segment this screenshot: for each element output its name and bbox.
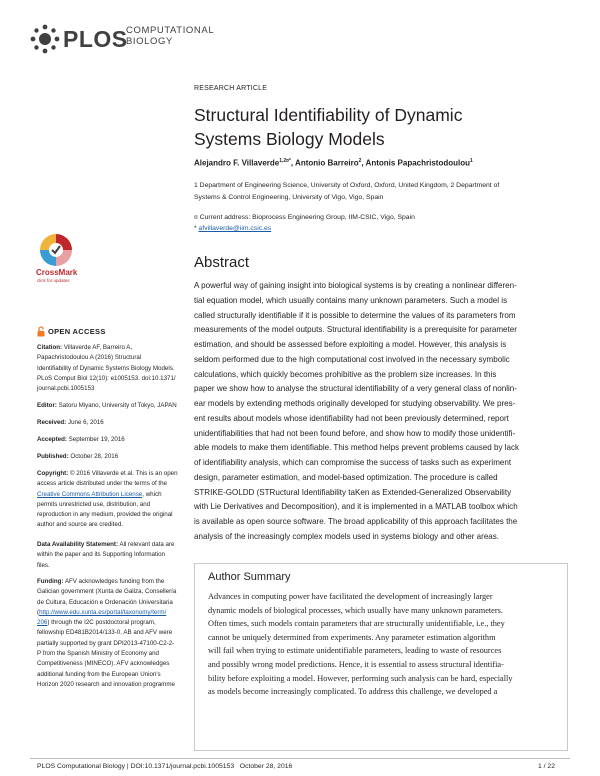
copyright-line: access article distributed under the terms of the — [37, 480, 168, 488]
received-block — [37, 418, 187, 428]
abstract-line: seldom performed due to the high computational cost involved in the necessary symbolic — [194, 354, 510, 364]
citation-line: Villaverde AF, Barreiro A, — [63, 344, 133, 351]
funding-line: P from the Spanish Ministry of Economy and — [37, 650, 159, 658]
summary-line: will fail when trying to estimate unidentifiable parameters, leading to waste of resources — [208, 646, 502, 656]
title-line: Structural Identifiability of Dynamic — [194, 105, 463, 125]
author-list — [194, 158, 559, 168]
copyright-block — [37, 469, 187, 531]
logo-sub-line: COMPUTATIONAL — [126, 25, 215, 36]
summary-line: and possibly wrong model predictions. Hence, it is essential to assess structural identifia- — [208, 659, 504, 669]
license-link[interactable]: Creative Commons Attribution License — [37, 490, 143, 498]
funding-line: Galician government (Xunta de Galiza, Consellería — [37, 588, 177, 596]
crossmark-icon — [34, 232, 78, 268]
article-type: RESEARCH ARTICLE — [194, 85, 268, 92]
citation-block — [37, 343, 187, 394]
citation-line: journal.pcbi.1005153 — [37, 385, 95, 393]
corresponding-email-link[interactable]: afvillaverde@iim.csic.es — [198, 224, 272, 232]
funding-link[interactable]: http://www.edu.xunta.es/portal/taxonomy/term/ — [39, 608, 167, 616]
summary-line: dynamic models of biological processes, which usually have many unknown parameters. — [208, 605, 503, 615]
open-access-badge — [37, 326, 106, 337]
abstract-line: tial equation model, which usually contains many unknown parameters. Such a model is — [194, 295, 508, 305]
funding-line: partially supported by grant DPI2013-47100-C2-2- — [37, 639, 175, 647]
data-availability-line: All relevant data are — [119, 541, 175, 548]
funding-block: Funding: AFV acknowledges funding from the Galician government (Xunta de Galiza, Consellería de Cultura, Educación e Ordenación Universitaria (http://www.edu.xunta.es/portal/taxonomy/term/ 206) through the I2C postdoctoral program, fellowship ED481B2014/133-0. AB and AFV were partially supported by grant DPI2013-47100-C2-2- P from the Spanish Ministry of Economy and Competitiveness (MINECO). AFV acknowledges additional funding from the European Union's Horizon 2020 research and innovation programme — [37, 577, 187, 690]
page-number: 1 / 22 — [537, 763, 555, 770]
author-affiliation-marker: 1,2¤* — [279, 158, 291, 164]
summary-line: Often times, such models contain parameters that are structurally unidentifiable, i.e., they — [208, 619, 505, 629]
logo-wordmark: PLOS — [63, 26, 128, 52]
crossmark-label[interactable]: CrossMark — [36, 268, 78, 277]
funding-line: additional funding from the European Union's — [37, 670, 161, 678]
citation-label: Citation: — [37, 344, 63, 351]
plos-sun-icon — [30, 24, 60, 54]
data-availability-line: files. — [37, 561, 50, 569]
abstract-body — [194, 279, 559, 545]
author-summary-body — [208, 590, 560, 699]
abstract-line: A powerful way of gaining insight into biological systems is by creating a nonlinear differen- — [194, 281, 517, 290]
accepted-date: September 19, 2016 — [68, 436, 125, 443]
abstract-line: ent results about models whose identifiability had not been previously determined, report — [194, 413, 509, 423]
affiliation-line: Systems & Control Engineering, University of Vigo, Vigo, Spain — [194, 193, 384, 201]
copyright-line: reproduction in any medium, provided the original — [37, 511, 173, 519]
open-access-label: OPEN ACCESS — [48, 327, 106, 336]
funding-line: fellowship ED481B2014/133-0. AB and AFV were — [37, 629, 173, 637]
copyright-line: , which — [142, 490, 162, 498]
data-availability-label: Data Availability Statement: — [37, 541, 119, 548]
author-name[interactable]: , Antonis Papachristodoulou — [361, 158, 470, 168]
current-address-block — [194, 213, 559, 234]
author-name[interactable]: Alejandro F. Villaverde — [194, 158, 280, 168]
abstract-line: unidentifiabilities that had not been found before, and show how to modify those unidentifi- — [194, 428, 516, 438]
plos-logo[interactable] — [30, 23, 215, 55]
author-affiliation-marker: 2 — [358, 158, 362, 164]
affiliation-line: 1 Department of Engineering Science, University of Oxford, Oxford, United Kingdom, 2 Department of — [194, 182, 500, 189]
author-affiliation-marker: 1 — [470, 158, 473, 164]
data-availability-block — [37, 540, 187, 571]
copyright-line: permits unrestricted use, distribution, and — [37, 500, 151, 508]
author-summary-heading: Author Summary — [208, 571, 291, 583]
abstract-heading: Abstract — [194, 254, 250, 271]
abstract-line: ear models by extending methods originally developed for studying observability. We pres- — [194, 399, 516, 408]
author-name[interactable]: , Antonio Barreiro — [290, 158, 359, 168]
data-availability-line: within the paper and its Supporting Information — [37, 551, 165, 559]
published-date: October 28, 2016 — [70, 453, 119, 460]
funding-label: Funding: — [37, 578, 64, 585]
copyright-line: © 2016 Villaverde et al. This is an open — [70, 470, 178, 477]
crossmark-sublabel[interactable]: click for updates — [37, 278, 70, 283]
footer-citation: PLOS Computational Biology | DOI:10.1371/journal.pcbi.1005153 October 28, 2016 — [37, 763, 293, 770]
logo-sub-line: BIOLOGY — [126, 36, 173, 47]
footer-divider — [30, 758, 570, 759]
abstract-line: is available as open source software. The broad applicability of this approach facilitates the — [194, 517, 518, 526]
received-date: June 6, 2016 — [67, 419, 104, 426]
citation-line: PLoS Comput Biol 12(10): e1005153. doi:10.1371/ — [37, 374, 176, 382]
editor-value: Satoru Miyano, University of Tokyo, JAPAN — [58, 402, 177, 409]
abstract-line: estimation, and should be assessed before exploiting a model. However, this analysis is — [194, 340, 507, 349]
copyright-line: author and source are credited. — [37, 521, 123, 529]
abstract-line: paper we show how to analyse the structural identifiability of a very general class of nonlin- — [194, 384, 517, 394]
funding-line: Competitiveness (MINECO). AFV acknowledges — [37, 660, 170, 668]
abstract-line: calculations, which quickly becomes prohibitive as the problem size increases. In this — [194, 369, 497, 379]
summary-line: Advances in computing power have facilitated the development of increasingly larger — [208, 592, 493, 601]
funding-line: Horizon 2020 research and innovation programme — [37, 680, 175, 688]
current-address: ¤ Current address: Bioprocess Engineering Group, IIM-CSIC, Vigo, Spain — [194, 214, 415, 221]
editor-label: Editor: — [37, 402, 57, 409]
copyright-label: Copyright: — [37, 470, 69, 477]
summary-line: as models become increasingly complicated. To address this challenge, we developed a — [208, 687, 498, 697]
received-label: Received: — [37, 419, 67, 426]
abstract-line: able models to make them identifiable. This method helps prevent problems caused by lack — [194, 443, 520, 453]
funding-line: de Cultura, Educación e Ordenación Universitaria — [37, 598, 173, 606]
accepted-block — [37, 435, 187, 445]
abstract-line: analysis of the increasingly complex models used in systems biology and other areas. — [194, 531, 500, 541]
article-title — [194, 103, 559, 151]
citation-line: Papachristodoulou A (2016) Structural — [37, 354, 142, 362]
funding-line: AFV acknowledges funding from the — [64, 578, 165, 585]
abstract-line: of identifiability analysis, which can compromise the success of tasks such as experiment — [194, 458, 512, 467]
abstract-line: measurements of the model outputs. Structural identifiability is a prerequisite for parameter — [194, 325, 517, 335]
title-line: Systems Biology Models — [194, 129, 385, 149]
abstract-line: design, parameter estimation, and model-based optimization. The procedure is called — [194, 472, 498, 482]
editor-block — [37, 401, 187, 411]
abstract-line: STRIKE-GOLDD (STRuctural Identifiability taKen as Extended-Generalized Observability — [194, 487, 512, 497]
summary-line: bility before exploiting a model. However, performing such analysis can be hard, especially — [208, 673, 513, 683]
citation-line: Identifiability of Dynamic Systems Biology Models. — [37, 364, 175, 372]
email-marker: * — [194, 224, 197, 232]
logo-journal-name — [126, 25, 214, 47]
affiliations — [194, 180, 559, 203]
crossmark-badge[interactable] — [34, 232, 80, 292]
funding-line: ) through the I2C postdoctoral program, — [47, 619, 156, 627]
published-block — [37, 452, 187, 462]
funding-link[interactable]: 206 — [37, 619, 48, 627]
accepted-label: Accepted: — [37, 436, 67, 443]
published-label: Published: — [37, 453, 69, 460]
abstract-line: called structurally identifiable if it is possible to determine the values of its parameters from — [194, 310, 516, 320]
abstract-line: with Lie Derivatives and Decomposition), and it is implemented in a MATLAB toolbox which — [194, 502, 518, 512]
open-lock-icon — [37, 326, 45, 337]
summary-line: cannot be uniquely determined from experiments. Any parameter estimation algorithm — [208, 632, 496, 642]
